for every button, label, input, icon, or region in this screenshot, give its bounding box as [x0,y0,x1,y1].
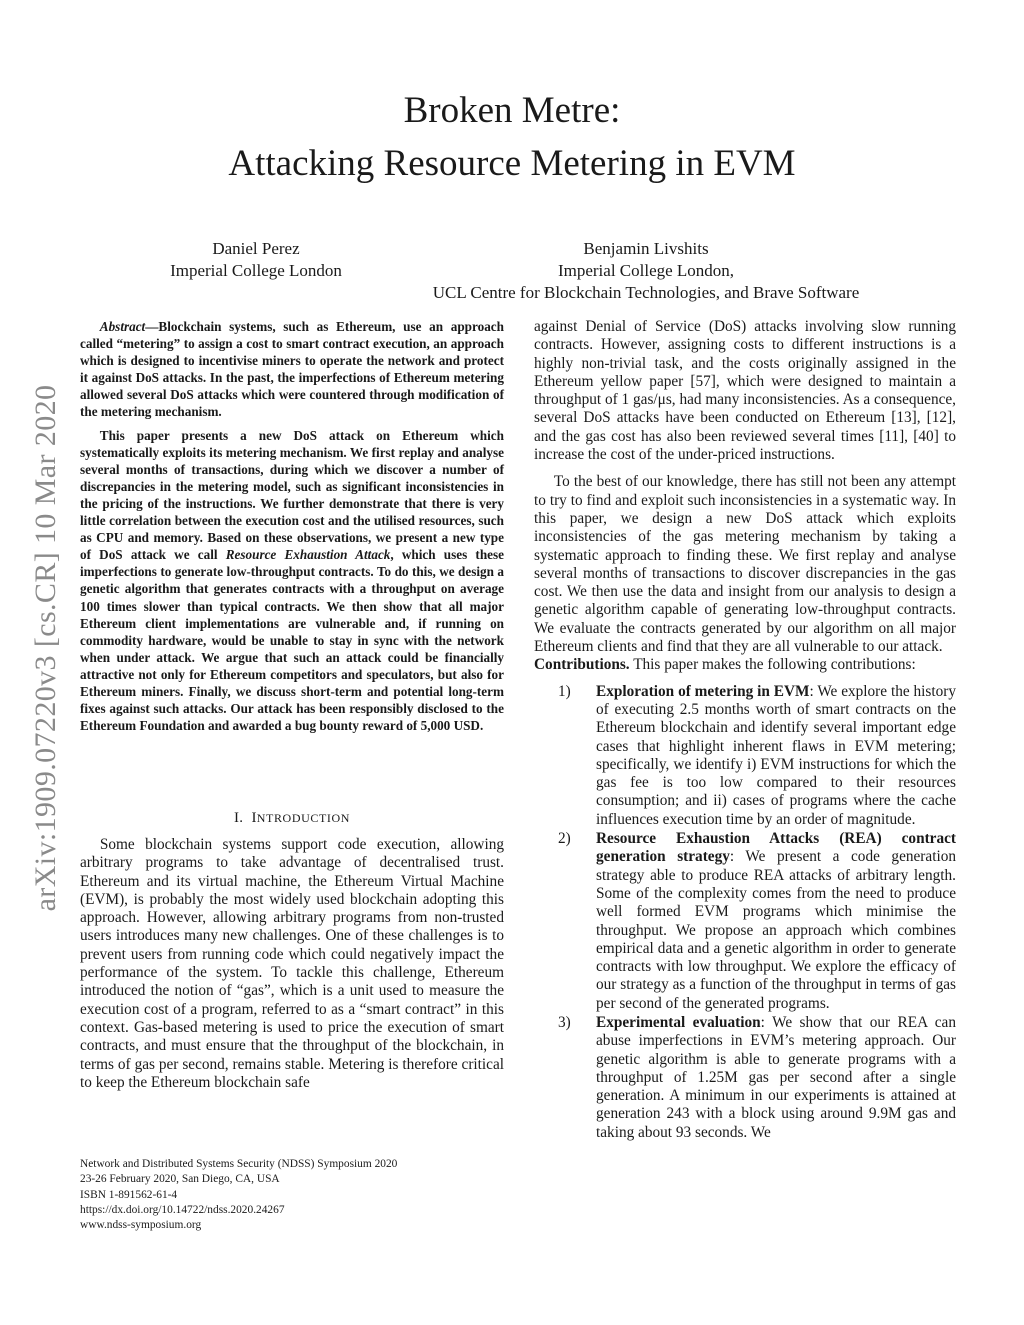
author-affiliation: Imperial College London [170,261,342,280]
author-block-1 [150,238,362,282]
author-name: Daniel Perez [212,239,300,258]
abstract [80,318,504,734]
title-line-1: Broken Metre: [403,90,621,131]
list-item-number: 1) [558,682,571,700]
abstract-label: Abstract [99,319,146,334]
author-affiliation-2: UCL Centre for Blockchain Technologies, and Brave Software [432,283,860,302]
footnote-line: Network and Distributed Systems Security (NDSS) Symposium 2020 [80,1158,398,1170]
list-item-number: 3) [558,1013,571,1031]
list-item [534,1014,956,1142]
list-item-heading: Resource Exhaustion Attacks (REA) contract generation strategy [596,830,956,866]
paper-title [0,84,1024,190]
introduction-body [80,836,504,1092]
contributions-label: Contributions. [534,656,630,674]
footnote-line: 23-26 February 2020, San Diego, CA, USA [80,1173,280,1186]
footnote-line: www.ndss-symposium.org [80,1219,202,1232]
author-affiliation: Imperial College London, [557,261,735,280]
title-line-2: Attacking Resource Metering in EVM [228,143,796,184]
section-number: I. [233,810,244,826]
arxiv-identifier: arXiv:1909.07220v3 [cs.CR] 10 Mar 2020 [29,384,62,912]
author-block-2 [420,238,872,304]
section-title-initial: I [251,810,257,826]
contributions-list [534,683,956,1142]
introduction-paragraph: Some blockchain systems support code execution, allowing arbitrary programs to take advantage of decentralised trust. Ethereum and its virtual machine, the Ethereum Virtual Machine (EVM), is probably the most widely used blockchain adopting this approach. However, allowing arbitrary programs from non-trusted users introduces many new challenges. One of these challenges is to prevent users from running code which could negatively impact the performance of the system. To tackle this challenge, Ethereum introduced the notion of “gas”, which is a unit used to measure the execution cost of a program, referred to as a “smart contract” in this context. Gas-based metering is used to price the execution of smart contracts, and must ensure that the throughput of the blockchain, in terms of gas per second, remains stable. Metering is therefore critical to keep the Ethereum blockchain safe [80,836,504,1091]
section-title-rest: NTRODUCTION [256,811,351,825]
footnote [80,1157,500,1233]
section-heading-introduction [80,810,504,827]
abstract-paragraph-2: This paper presents a new DoS attack on Ethereum which systematically exploits its metering mechanism. We first replay and analyse several months of transactions, during which we discover a number of discrepancies in the metering model, such as significant inconsistencies in the pricing of the instructions. We further demonstrate that there is very little correlation between the execution cost and the utilised resources, such as CPU and memory. Based on these observations, we present a new type of DoS attack we call Resource Exhaustion Attack, which uses these imperfections to generate low-throughput contracts. To do this, we design a genetic algorithm that generates contracts with a throughput on average 100 times slower than typical contracts. We then show that all major Ethereum client implementations are vulnerable and, if running on commodity hardware, would be unable to stay in sync with the network when under attack. We argue that such an attack could be financially attractive not only for Ethereum competitors and speculators, but also for Ethereum miners. Finally, we discuss short-term and potential long-term fixes against such attacks. Our attack has been responsibly disclosed to the Ethereum Foundation and awarded a bug bounty reward of 5,000 USD. [80,427,504,734]
list-item-heading: Experimental evaluation [596,1013,761,1031]
footnote-line: ISBN 1-891562-61-4 [80,1188,178,1201]
footnote-line: https://dx.doi.org/10.14722/ndss.2020.24267 [80,1203,285,1216]
list-item-body: Resource Exhaustion Attacks (REA) contract generation strategy: We present a code generation strategy able to produce REA attacks of arbitrary length. Some of the complexity comes from the need to produce well formed EVM programs which minimise the throughput. We propose an approach which combines empirical data and a genetic algorithm in order to generate contracts with low throughput. We explore the efficacy of our strategy as a function of the throughput in terms of gas per second of the generated programs. [596,830,956,1012]
list-item-number: 2) [558,830,571,848]
abstract-paragraph-1: Abstract—Blockchain systems, such as Ethereum, use an approach called “metering” to assign a cost to smart contract execution, an approach which is designed to incentivise miners to operate the network and protect it against DoS attacks. In the past, the imperfections of Ethereum metering allowed several DoS attacks which were countered through modification of the metering mechanism. [80,319,504,420]
author-name: Benjamin Livshits [583,239,709,258]
list-item-heading: Exploration of metering in EVM [596,682,810,700]
contributions-paragraph: Contributions. This paper makes the following contributions: [534,656,916,674]
arxiv-sidebar [28,348,64,948]
right-paragraph-1: against Denial of Service (DoS) attacks involving slow running contracts. However, assigning costs to different instructions is a highly non-trivial task, and the costs originally assigned in the Ethereum yellow paper [57], which were designed to maintain a throughput of 1 gas/μs, had many inconsistencies. As a consequence, several DoS attacks have been conducted on Ethereum [13], [12], and the gas cost has also been reviewed several times [11], [40] to increase the cost of the under-priced instructions. [534,318,956,464]
right-paragraph-2: To the best of our knowledge, there has still not been any attempt to try to find and exploit such inconsistencies in a systematic way. In this paper, we design a new DoS attack which exploits inconsistencies of the gas metering mechanism by taking a systematic approach to finding these. We first replay and analyse several months of transactions to discover discrepancies in the gas cost. We then use the data and insight from our analysis to design a genetic algorithm capable of generating low-throughput contracts. We evaluate the contracts generated by our algorithm on all major Ethereum clients and find that they are all vulnerable to our attack. [534,473,956,656]
right-column [534,318,956,1142]
list-item [534,683,956,829]
list-item [534,830,956,1013]
list-item-body: Experimental evaluation: We show that our REA can abuse imperfections in EVM’s metering approach. Our genetic algorithm is able to generate programs with a throughput of 1.25M gas per second after a single generation. A minimum in our experiments is attained at generation 243 with a block using around 9.9M gas and taking about 93 seconds. We [596,1013,956,1141]
list-item-body: Exploration of metering in EVM: We explore the history of executing 2.5 months worth of smart contracts on the Ethereum blockchain and identify several important edge cases that highlight inherent flaws in EVM metering; specifically, we identify i) EVM instructions for which the gas fee is too low compared to their resources consumption; and ii) cases of programs where the cache influences execution time by an order of magnitude. [596,682,956,828]
